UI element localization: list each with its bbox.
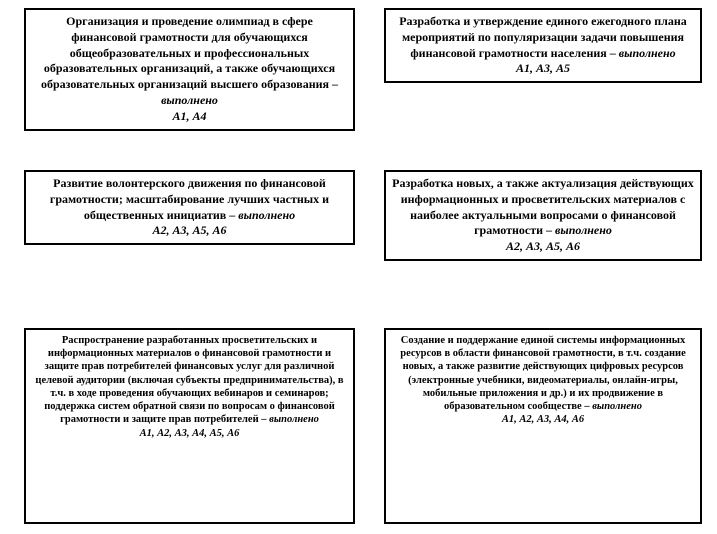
- activity-status: выполнено: [238, 207, 296, 222]
- activity-text: Разработка и утверждение единого ежегодного плана мероприятий по популяризации задачи повышения финансовой грамотности населения –: [399, 14, 687, 60]
- activity-codes: А1, А2, А3, А4, А5, А6: [139, 427, 240, 439]
- activity-text: Организация и проведение олимпиад в сфере финансовой грамотности для обучающихся общеобразовательных и профессиональных образовательных организаций, а также обучающихся образовательных организаций высшего образования –: [40, 14, 339, 92]
- activity-codes: А1, А3, А5: [515, 61, 570, 76]
- activity-text: Развитие волонтерского движения по финансовой грамотности; масштабирование лучших частных и общественных инициатив –: [49, 176, 330, 222]
- activity-codes: А2, А3, А5, А6: [505, 239, 580, 254]
- activity-status: выполнено: [161, 93, 218, 108]
- activity-text: Разработка новых, а также актуализация действующих информационных и просветительских материалов с наиболее актуальными вопросами о финансовой грамотности –: [392, 176, 694, 238]
- activity-box-annual-plan: [384, 8, 702, 83]
- activity-box-volunteer-movement: [24, 170, 355, 245]
- activity-codes: А1, А4: [172, 108, 207, 123]
- activity-box-olympiads: [24, 8, 355, 131]
- activity-box-information-resources: [384, 328, 702, 524]
- activity-status: выполнено: [618, 45, 676, 60]
- activity-box-materials-distribution: [24, 328, 355, 524]
- activity-status: выполнено: [592, 401, 642, 413]
- activity-text: Создание и поддержание единой системы информационных ресурсов в области финансовой грамотности, в т.ч. создание новых, а также развитие действующих цифровых ресурсов (электронные учебники, видеоматериалы, онлайн-игры, мобильные приложения и др.) и их продвижение в образовательном сообществе –: [400, 335, 686, 413]
- activity-status: выполнено: [269, 414, 319, 426]
- activity-status: выполнено: [555, 223, 612, 238]
- activity-text: Распространение разработанных просветительских и информационных материалов о финансовой грамотности и защите прав потребителей финансовых услуг для различной целевой аудитории (включая субъекты предпринимательства), в т.ч. в ходе проведения обучающих вебинаров и семинаров; поддержка систем обратной связи по вопросам о финансовой грамотности и защите прав потребителей –: [35, 335, 344, 426]
- activity-codes: А1, А2, А3, А4, А6: [501, 414, 585, 426]
- activity-codes: А2, А3, А5, А6: [152, 223, 227, 238]
- activity-box-materials-development: [384, 170, 702, 261]
